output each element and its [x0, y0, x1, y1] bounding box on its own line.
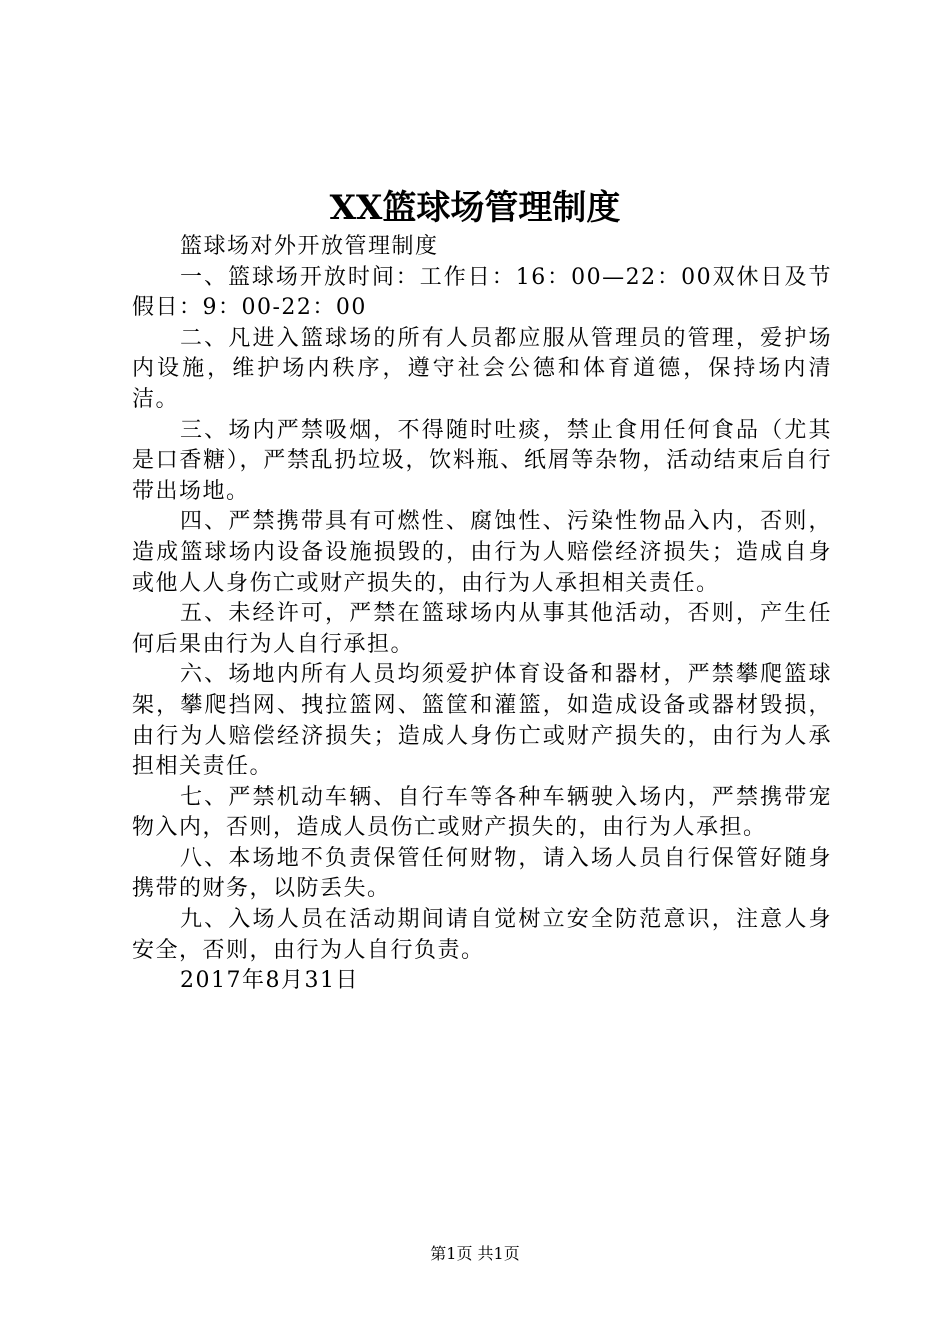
document-subtitle: 篮球场对外开放管理制度 [180, 234, 439, 259]
rule-paragraph-9: 九、入场人员在活动期间请自觉树立安全防范意识，注意人身安全，否则，由行为人自行负责。 [132, 907, 832, 963]
rule-paragraph-2: 二、凡进入篮球场的所有人员都应服从管理员的管理，爱护场内设施，维护场内秩序，遵守社会公德和体育道德，保持场内清洁。 [132, 325, 832, 412]
rule-paragraph-7: 七、严禁机动车辆、自行车等各种车辆驶入场内，严禁携带宠物入内，否则，造成人员伤亡或财产损失的，由行为人承担。 [132, 784, 832, 841]
page-title: XX篮球场管理制度 [329, 188, 621, 228]
rule-paragraph-3: 三、场内严禁吸烟，不得随时吐痰，禁止食用任何食品（尤其是口香糖），严禁乱扔垃圾，饮料瓶、纸屑等杂物，活动结束后自行带出场地。 [132, 417, 832, 504]
rule-paragraph-4: 四、严禁携带具有可燃性、腐蚀性、污染性物品入内，否则，造成篮球场内设备设施损毁的，由行为人赔偿经济损失；造成自身或他人人身伤亡或财产损失的，由行为人承担相关责任。 [132, 509, 832, 596]
page-footer: 第1页 共1页 [430, 1244, 520, 1263]
rule-paragraph-1: 一、篮球场开放时间：工作日：16：00—22：00双休日及节假日：9：00-22：00 [132, 264, 832, 321]
document-date: 2017年8月31日 [180, 968, 359, 994]
rule-paragraph-8: 八、本场地不负责保管任何财物，请入场人员自行保管好随身携带的财务，以防丢失。 [132, 845, 832, 902]
document-body [132, 232, 832, 997]
rule-paragraph-5: 五、未经许可，严禁在篮球场内从事其他活动，否则，产生任何后果由行为人自行承担。 [132, 601, 832, 657]
rule-paragraph-6: 六、场地内所有人员均须爱护体育设备和器材，严禁攀爬篮球架，攀爬挡网、拽拉篮网、篮筐和灌篮，如造成设备或器材毁损，由行为人赔偿经济损失；造成人身伤亡或财产损失的，由行为人承担相关责任。 [132, 662, 832, 780]
